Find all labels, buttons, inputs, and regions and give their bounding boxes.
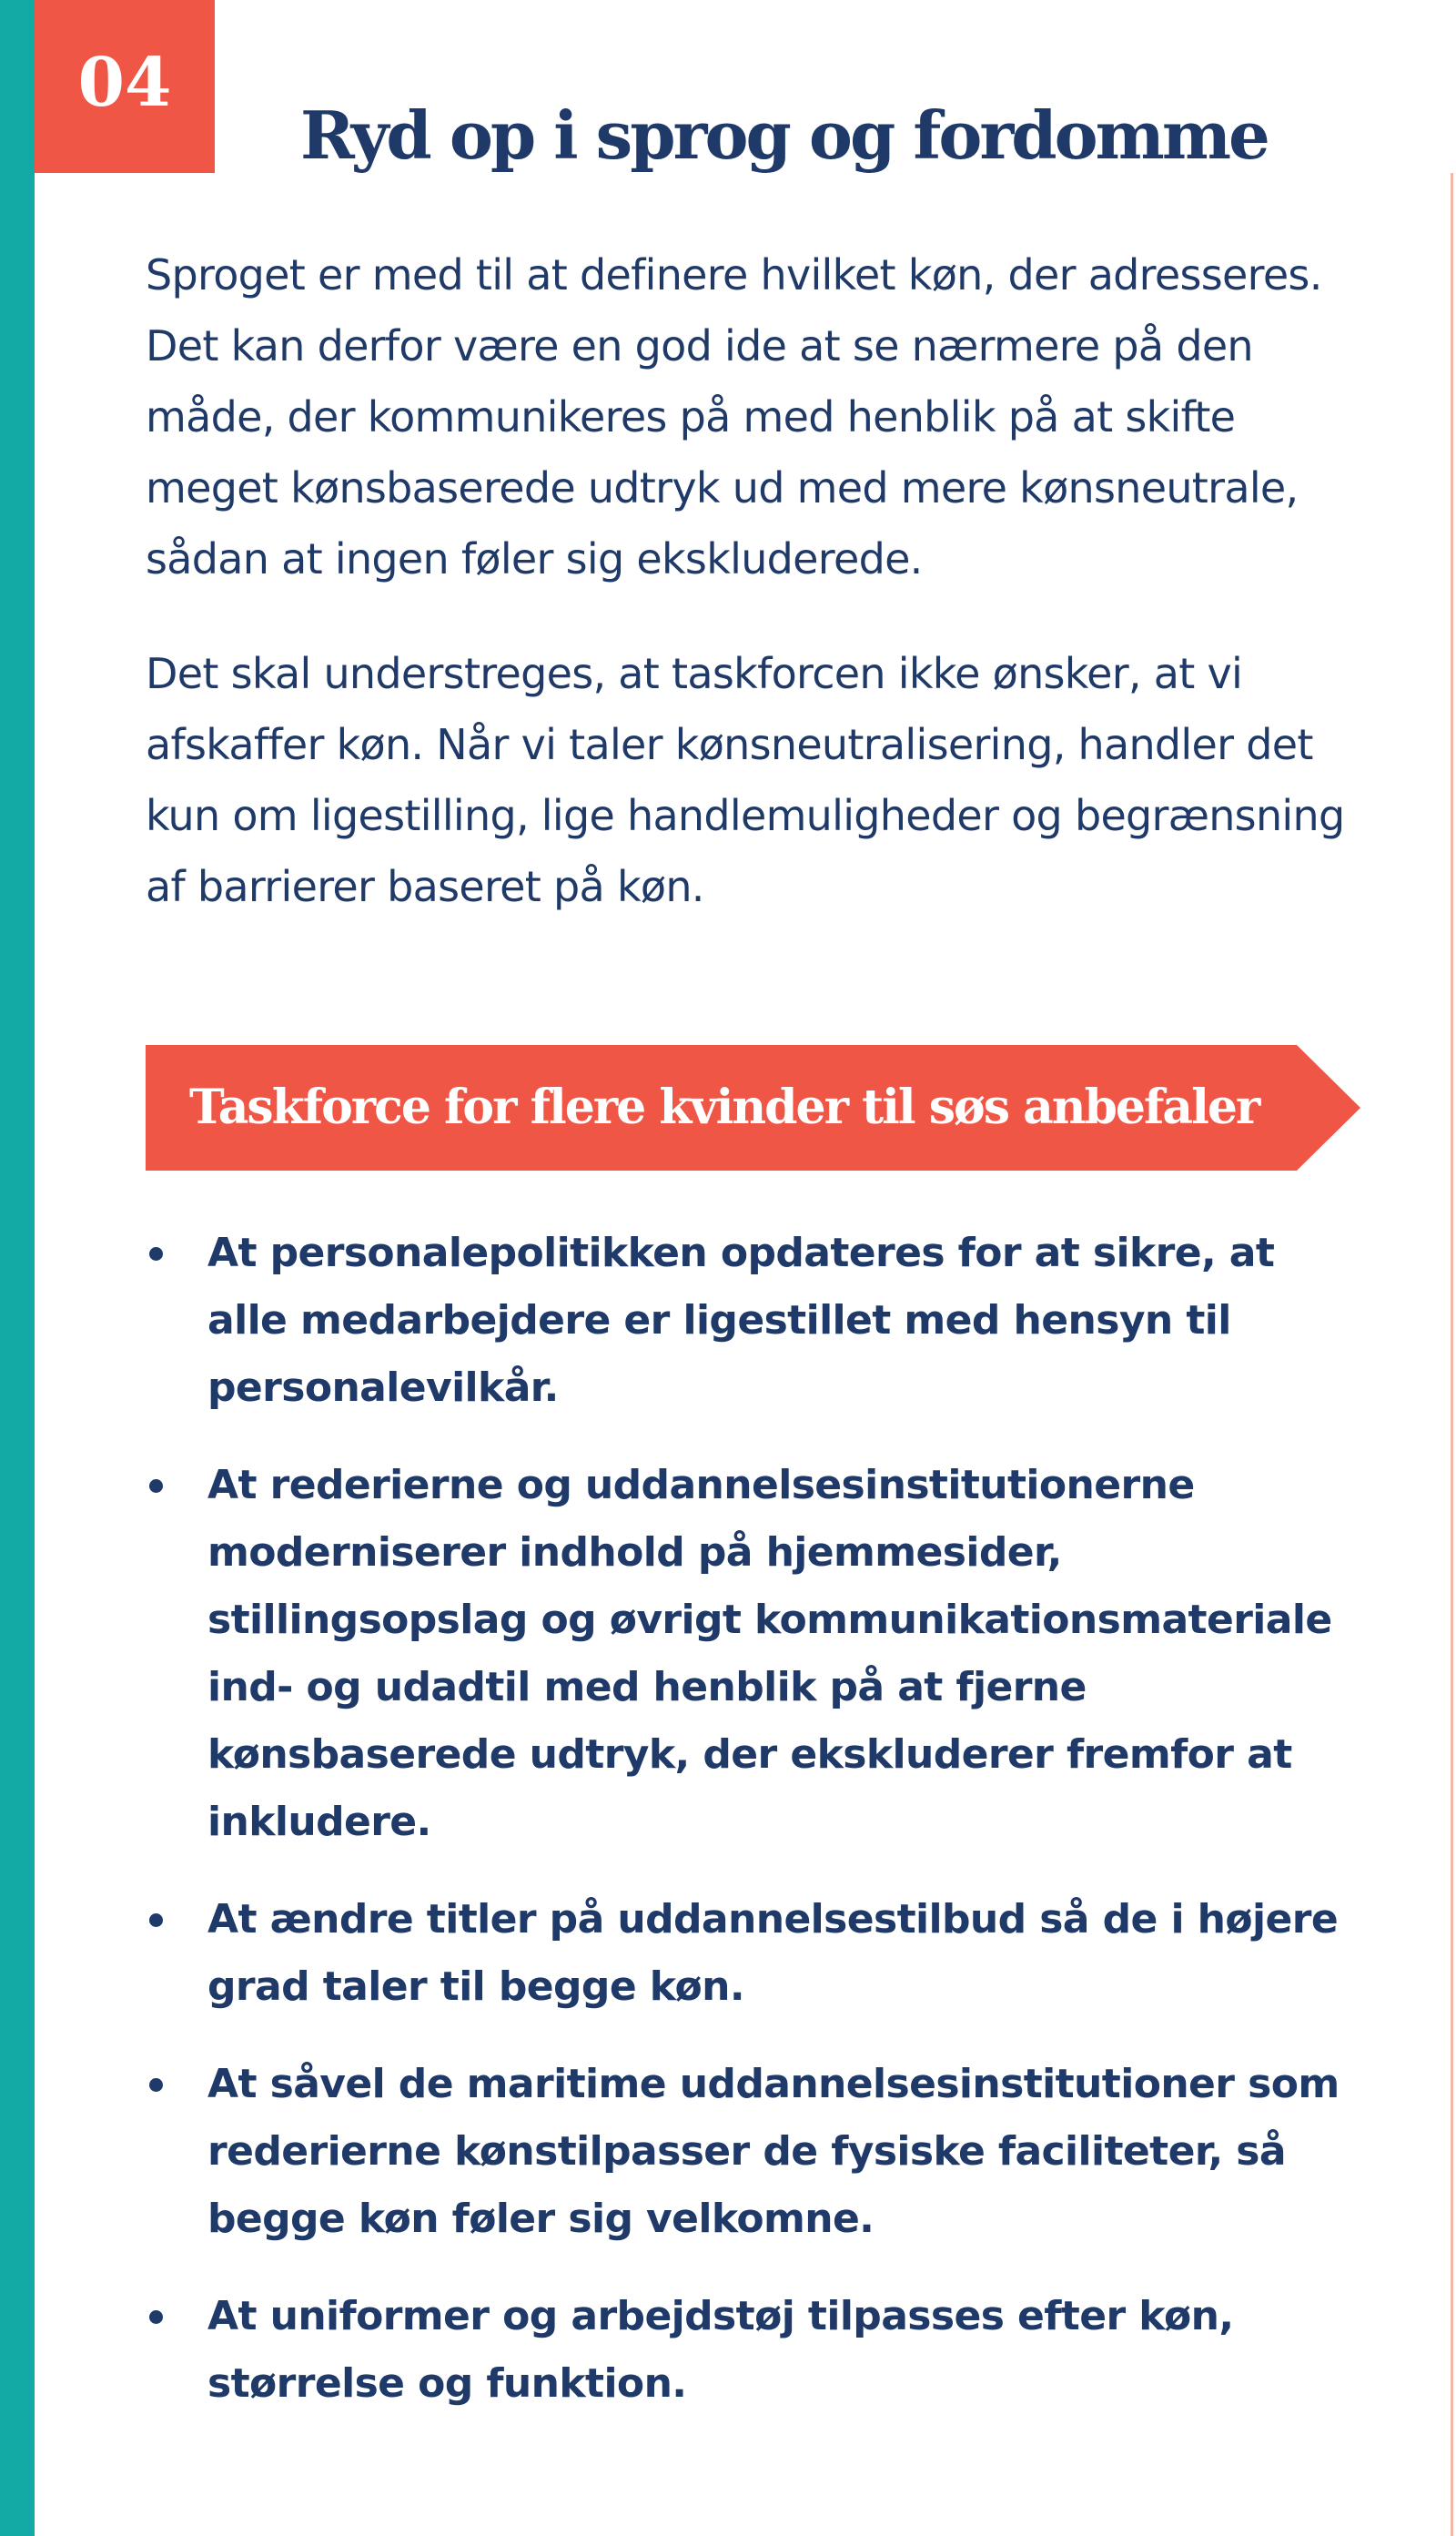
list-item — [146, 1220, 1347, 1422]
bullet-icon — [149, 1247, 163, 1261]
bullet-icon — [149, 1913, 163, 1927]
section-number-badge: 04 — [35, 0, 215, 173]
banner-label: Taskforce for flere kvinder til søs anbefaler — [189, 1080, 1259, 1135]
bullet-icon — [149, 2078, 163, 2092]
list-item-text: At såvel de maritime uddannelsesinstitutioner som rederierne kønstilpasser de fysiske faciliteter, så begge køn føler sig velkomne. — [207, 2061, 1340, 2242]
teal-edge-stripe — [0, 0, 35, 2536]
list-item-text: At ændre titler på uddannelsestilbud så de i højere grad taler til begge køn. — [207, 1896, 1339, 2010]
recommendations-list — [146, 1220, 1347, 2448]
list-item-text: At personalepolitikken opdateres for at sikre, at alle medarbejdere er ligestillet med hensyn til personalevilkår. — [207, 1230, 1275, 1411]
list-item-text: At uniformer og arbejdstøj tilpasses efter køn, størrelse og funktion. — [207, 2293, 1234, 2407]
list-item — [146, 2283, 1347, 2418]
intro-paragraph-2: Det skal understreges, at taskforcen ikke ønsker, at vi afskaffer køn. Når vi taler kønsneutralisering, handler det kun om ligestilling, lige handlemuligheder og begrænsning af barrierer baseret på køn. — [146, 649, 1345, 911]
list-item — [146, 1886, 1347, 2021]
bullet-icon — [149, 1479, 163, 1493]
intro-paragraph-1: Sproget er med til at definere hvilket køn, der adresseres. Det kan derfor være en god ide at se nærmere på den måde, der kommunikeres på med henblik på at skifte meget kønsbaserede udtryk ud med mere kønsneutrale, sådan at ingen føler sig ekskluderede. — [146, 250, 1322, 583]
list-item — [146, 1452, 1347, 1856]
page-title: Ryd op i sprog og fordomme — [300, 96, 1268, 174]
list-item — [146, 2051, 1347, 2253]
right-edge-rule — [1451, 173, 1453, 2536]
list-item-text: At rederierne og uddannelsesinstitutionerne moderniserer indhold på hjemmesider, stillingsopslag og øvrigt kommunikationsmateriale ind- og udadtil med henblik på at fjerne kønsbaserede udtryk, der ekskluderer fremfor at inkludere. — [207, 1462, 1332, 1845]
recommendations-banner — [146, 1045, 1360, 1171]
bullet-icon — [149, 2310, 163, 2324]
intro-text — [146, 239, 1356, 966]
